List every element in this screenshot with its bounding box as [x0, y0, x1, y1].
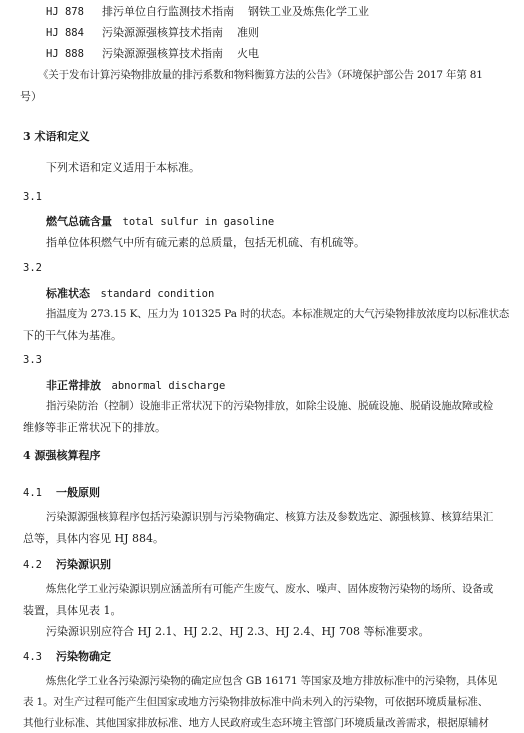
reference-hj878 [46, 2, 369, 22]
term-3-3-number: 3.3 [23, 354, 42, 366]
section-4-2-paragraph-line1: 炼焦化学工业污染源识别应涵盖所有可能产生废气、废水、噪声、固体废物污染物的场所、设备或 [46, 583, 494, 595]
term-3-1-name [46, 212, 274, 232]
term-cn: 标准状态 [46, 287, 90, 300]
term-3-2-name [46, 284, 214, 304]
section-4-2-paragraph-line2: 装置，具体见表 1。 [23, 604, 122, 617]
section-4-3-paragraph-line2: 表 1。对生产过程可能产生但国家或地方污染物排放标准中尚未列入的污染物，可依据环境质量标准、 [23, 696, 489, 708]
term-cn: 燃气总硫含量 [46, 215, 112, 228]
term-3-3-definition-line1: 指污染防治（控制）设施非正常状况下的污染物排放，如除尘设施、脱硫设施、脱硝设施故障或检 [46, 400, 494, 412]
term-en: total sulfur in gasoline [122, 216, 275, 228]
reference-subtitle: 钢铁工业及炼焦化学工业 [248, 5, 369, 18]
reference-code: HJ 878 [46, 6, 84, 18]
reference-code: HJ 888 [46, 48, 84, 60]
reference-subtitle: 准则 [237, 26, 259, 39]
reference-hj888 [46, 44, 259, 64]
section-4-3-paragraph-line1: 炼焦化学工业各污染源污染物的确定应包含 GB 16171 等国家及地方排放标准中的污染物，具体见 [46, 675, 498, 687]
term-en: standard condition [100, 288, 215, 300]
section-title: 一般原则 [55, 486, 100, 499]
section-number: 4.3 [23, 651, 42, 663]
notice-reference-line1: 《关于发布计算污染物排放量的排污系数和物料衡算方法的公告》（环境保护部公告 2017 年第 81 [38, 69, 483, 81]
section-4-1-paragraph-line2: 总等，具体内容见 HJ 884。 [23, 532, 164, 545]
section-number: 4.1 [23, 487, 42, 499]
term-3-2-number: 3.2 [23, 262, 42, 274]
section-4-heading: 4 源强核算程序 [23, 449, 101, 462]
term-3-3-name [46, 376, 225, 396]
term-3-2-definition-line1: 指温度为 273.15 K、压力为 101325 Pa 时的状态。本标准规定的大气污染物排放浓度均以标准状态 [46, 308, 510, 320]
term-3-1-definition: 指单位体积燃气中所有硫元素的总质量，包括无机硫、有机硫等。 [46, 236, 365, 249]
notice-reference-line2: 号） [20, 90, 42, 103]
section-4-2-paragraph-line3: 污染源识别应符合 HJ 2.1、HJ 2.2、HJ 2.3、HJ 2.4、HJ 708 等标准要求。 [46, 625, 430, 638]
reference-code: HJ 884 [46, 27, 84, 39]
section-number: 4.2 [23, 559, 42, 571]
term-3-1-number: 3.1 [23, 191, 42, 203]
section-4-1-heading [23, 483, 100, 503]
section-3-intro: 下列术语和定义适用于本标准。 [46, 161, 200, 174]
section-4-1-paragraph-line1: 污染源源强核算程序包括污染源识别与污染物确定、核算方法及参数选定、源强核算、核算结果汇 [46, 511, 494, 523]
reference-title: 污染源源强核算技术指南 [102, 26, 223, 39]
term-en: abnormal discharge [111, 380, 226, 392]
section-title: 污染源识别 [55, 558, 111, 571]
section-3-heading: 3 术语和定义 [23, 130, 90, 143]
term-3-2-definition-line2: 下的干气体为基准。 [23, 329, 122, 342]
section-4-2-heading [23, 555, 111, 575]
reference-subtitle: 火电 [237, 47, 259, 60]
term-cn: 非正常排放 [46, 379, 101, 392]
reference-title: 污染源源强核算技术指南 [102, 47, 223, 60]
term-3-3-definition-line2: 维修等非正常状况下的排放。 [23, 421, 166, 434]
reference-hj884 [46, 23, 259, 43]
section-4-3-heading [23, 647, 111, 667]
section-title: 污染物确定 [55, 650, 111, 663]
section-4-3-paragraph-line3: 其他行业标准、其他国家排放标准、地方人民政府或生态环境主管部门环境质量改善需求，根据原辅材 [23, 717, 489, 729]
reference-title: 排污单位自行监测技术指南 [102, 5, 234, 18]
